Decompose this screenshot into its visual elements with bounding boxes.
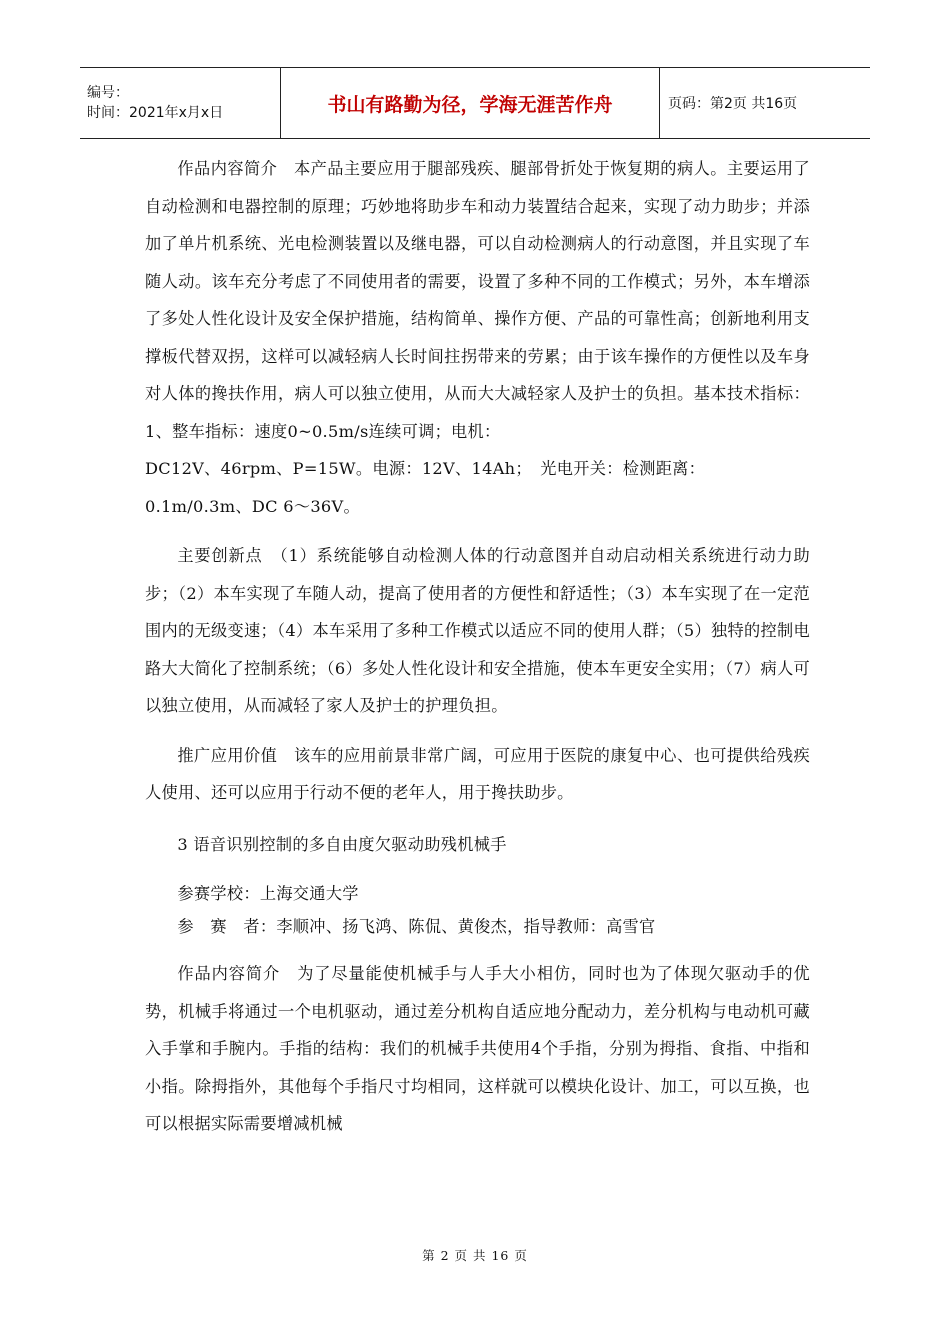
paragraph-robot-hand-intro: 作品内容简介 为了尽量能使机械手与人手大小相仿，同时也为了体现欠驱动手的优势，机械手将通过一个电机驱动，通过差分机构自适应地分配动力，差分机构与电动机可藏入手掌和手腕内。手指的结构：我们的机械手共使用4个手指，分别为拇指、食指、中指和小指。除拇指外，其他每个手指尺寸均相同，这样就可以模块化设计、加工，可以互换，也可以根据实际需要增减机械: [145, 964, 810, 1133]
paragraph-product-intro: 作品内容简介 本产品主要应用于腿部残疾、腿部骨折处于恢复期的病人。主要运用了自动检测和电器控制的原理；巧妙地将助步车和动力装置结合起来，实现了动力助步；并添加了单片机系统、光电检测装置以及继电器，可以自动检测病人的行动意图，并且实现了车随人动。该车充分考虑了不同使用者的需要，设置了多种不同的工作模式；另外，本车增添了多处人性化设计及安全保护措施，结构简单、操作方便、产品的可靠性高；创新地利用支撑板代替双拐，这样可以减轻病人长时间拄拐带来的劳累；由于该车操作的方便性以及车身对人体的搀扶作用，病人可以独立使用，从而大大减轻家人及护士的负担。基本技术指标：1、整车指标：速度0~0.5m/s连续可调；电机：: [145, 159, 810, 441]
paragraph-spec-line-3: 0.1m/0.3m、DC 6～36V。: [145, 496, 360, 516]
paragraph-application-value: 推广应用价值 该车的应用前景非常广阔，可应用于医院的康复中心、也可提供给残疾人使用、还可以应用于行动不便的老年人，用于搀扶助步。: [145, 745, 810, 802]
paragraph-school: 参赛学校：上海交通大学: [177, 884, 359, 903]
paragraph-spec-line-2: DC12V、46rpm、P=15W。电源：12V、14Ah； 光电开关：检测距离：: [145, 459, 706, 478]
page-header: [80, 67, 870, 139]
section-heading: 3 语音识别控制的多自由度欠驱动助残机械手: [177, 834, 507, 854]
number-label: 编号：: [87, 85, 129, 101]
header-page-info: 页码：第2页 共16页: [668, 96, 798, 112]
header-motto: 书山有路勤为径，学海无涯苦作舟: [281, 68, 660, 138]
page-footer: 第 2 页 共 16 页: [422, 1248, 528, 1263]
paragraph-innovations: 主要创新点 （1）系统能够自动检测人体的行动意图并自动启动相关系统进行动力助步；（2）本车实现了车随人动，提高了使用者的方便性和舒适性；（3）本车实现了在一定范围内的无级变速；（4）本车采用了多种工作模式以适应不同的使用人群；（5）独特的控制电路大大简化了控制系统；（6）多处人性化设计和安全措施，使本车更安全实用；（7）病人可以独立使用，从而减轻了家人及护士的护理负担。: [145, 546, 810, 715]
date-label: 时间：2021年x月x日: [87, 105, 224, 121]
document-body: [145, 150, 810, 1143]
header-meta: [80, 68, 281, 138]
paragraph-participants: 参 赛 者：李顺冲、扬飞鸿、陈侃、黄俊杰，指导教师：高雪官: [177, 917, 656, 936]
